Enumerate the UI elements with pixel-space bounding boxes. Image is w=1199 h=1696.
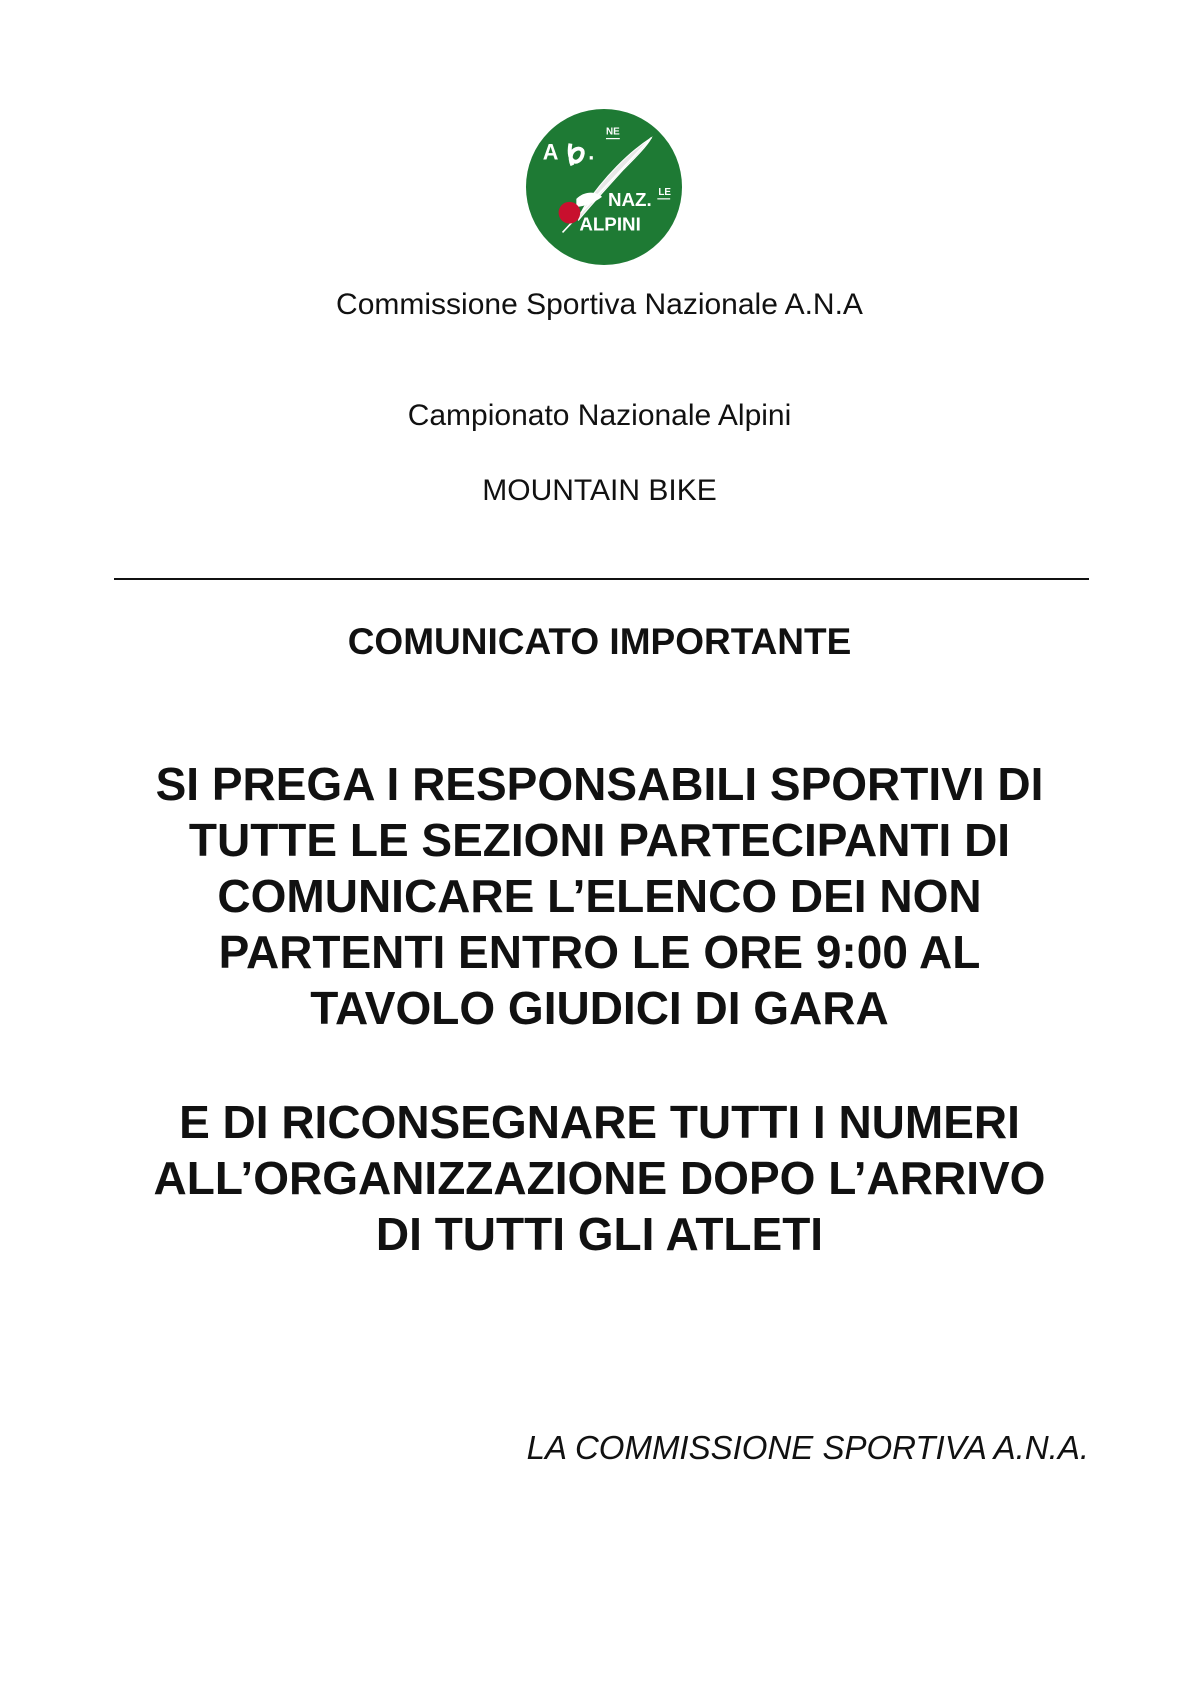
message-line: TUTTE LE SEZIONI PARTECIPANTI DI [188, 814, 1011, 866]
discipline-title: MOUNTAIN BIKE [482, 474, 717, 507]
message-line: SI PREGA I RESPONSABILI SPORTIVI DI [155, 758, 1044, 810]
logo-alpini: ALPINI [579, 213, 641, 235]
logo-sup-le: LE [658, 186, 671, 198]
message-line: TAVOLO GIUDICI DI GARA [310, 982, 889, 1034]
logo-naz: NAZ. [607, 188, 652, 210]
message-line: ALL’ORGANIZZAZIONE DOPO L’ARRIVO [153, 1152, 1046, 1204]
message-line: COMUNICARE L’ELENCO DEI NON [217, 870, 982, 922]
signature: LA COMMISSIONE SPORTIVA A.N.A. [526, 1429, 1089, 1466]
notice-message-2 [0, 1094, 1199, 1262]
logo-letters: A [542, 139, 559, 165]
message-line: DI TUTTI GLI ATLETI [375, 1208, 824, 1260]
event-title: Campionato Nazionale Alpini [407, 399, 792, 432]
ana-logo [525, 108, 683, 266]
horizontal-divider [114, 578, 1089, 580]
notice-message-1 [0, 756, 1199, 1036]
organization-title: Commissione Sportiva Nazionale A.N.A [336, 288, 863, 321]
logo-sup-ne: NE [605, 126, 620, 138]
svg-text:.: . [588, 139, 595, 165]
notice-heading: COMUNICATO IMPORTANTE [347, 621, 852, 662]
message-line: PARTENTI ENTRO LE ORE 9:00 AL [218, 926, 981, 978]
message-line: E DI RICONSEGNARE TUTTI I NUMERI [179, 1096, 1020, 1148]
logo-red-pompom [559, 202, 581, 224]
